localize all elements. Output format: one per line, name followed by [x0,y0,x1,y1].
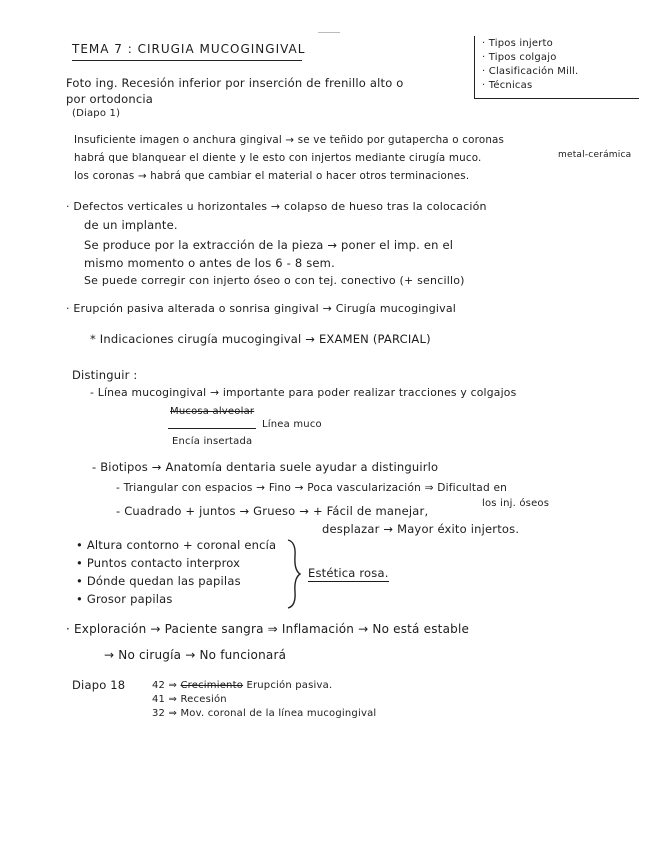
defectos-line-5: Se puede corregir con injerto óseo o con tej. conectivo (+ sencillo) [84,274,465,287]
triangular-line: - Triangular con espacios → Fino → Poca vascularización ⇒ Dificultad en [116,482,508,494]
sidebox-left-rule [474,36,475,98]
defectos-line-2: de un implante. [84,218,178,232]
insuf-line-1b: metal-cerámica [558,150,632,160]
defectos-line-4: mismo momento o antes de los 6 - 8 sem. [84,256,335,270]
encia-insertada: Encía insertada [172,436,253,447]
erupcion-line-1: · Erupción pasiva alterada o sonrisa gingival → Cirugía mucogingival [66,302,457,315]
sidebox-item-tecnicas: · Técnicas [482,80,533,91]
cuadrado-line: - Cuadrado + juntos → Grueso → + Fácil de manejar, [116,504,429,518]
diapo-42-number: 42 ⇒ [152,680,178,691]
distinguir-heading: Distinguir : [72,368,138,382]
linea-muco-label: Línea muco [262,419,322,430]
exploracion-line-1: · Exploración → Paciente sangra ⇒ Inflamación → No está estable [66,622,470,636]
diapo-42-strike: Crecimiento [180,680,244,691]
biotipos-line: - Biotipos → Anatomía dentaria suele ayudar a distinguirlo [92,460,439,474]
foto-diapo: (Diapo 1) [72,108,121,119]
mucosa-alveolar-strike: Mucosa alveolar [170,406,255,417]
page-title: TEMA 7 : CIRUGIA MUCOGINGIVAL [72,42,306,56]
insuf-line-1: Insuficiente imagen o anchura gingival → se ve teñido por gutapercha o coronas [74,134,505,146]
diapo-42-text: Erupción pasiva. [246,680,333,691]
sidebox-item-injerto: · Tipos injerto [482,38,553,49]
insuf-line-2: habrá que blanquear el diente y le esto con injertos mediante cirugía muco. [74,152,482,164]
curly-brace [286,538,302,610]
diapo-label: Diapo 18 [72,678,126,692]
estetica-item-2: • Puntos contacto interprox [76,556,241,570]
sidebox-item-colgajo: · Tipos colgajo [482,52,557,63]
estetica-rosa-label: Estética rosa. [308,566,389,580]
linea-mucogingival-line: - Línea mucogingival → importante para poder realizar tracciones y colgajos [90,386,517,399]
sidebox-bottom-rule [474,98,639,99]
cuadrado-line-b: desplazar → Mayor éxito injertos. [322,522,520,536]
triangular-line-b: los inj. óseos [482,498,550,509]
diapo-row-41: 41 ⇒ Recesión [152,694,227,705]
title-underline [72,60,302,61]
estetica-item-4: • Grosor papilas [76,592,173,606]
foto-line-1: Foto ing. Recesión inferior por inserción de frenillo alto o [66,76,404,90]
sidebox-item-clasificacion: · Clasificación Mill. [482,66,579,77]
foto-line-2: por ortodoncia [66,92,154,106]
top-mark [318,32,340,33]
estetica-item-1: • Altura contorno + coronal encía [76,538,277,552]
exploracion-line-2: → No cirugía → No funcionará [104,648,287,662]
indicaciones-line: * Indicaciones cirugía mucogingival → EXAMEN (PARCIAL) [90,332,431,346]
diapo-row-32: 32 ⇒ Mov. coronal de la línea mucogingival [152,708,377,719]
defectos-line-1: · Defectos verticales u horizontales → colapso de hueso tras la colocación [66,200,487,213]
estetica-item-3: • Dónde quedan las papilas [76,574,241,588]
defectos-line-3: Se produce por la extracción de la pieza → poner el imp. en el [84,238,454,252]
insuf-line-3: los coronas → habrá que cambiar el material o hacer otros terminaciones. [74,170,470,182]
diapo-row-42 [152,680,332,691]
linea-muco-rule [168,428,256,429]
